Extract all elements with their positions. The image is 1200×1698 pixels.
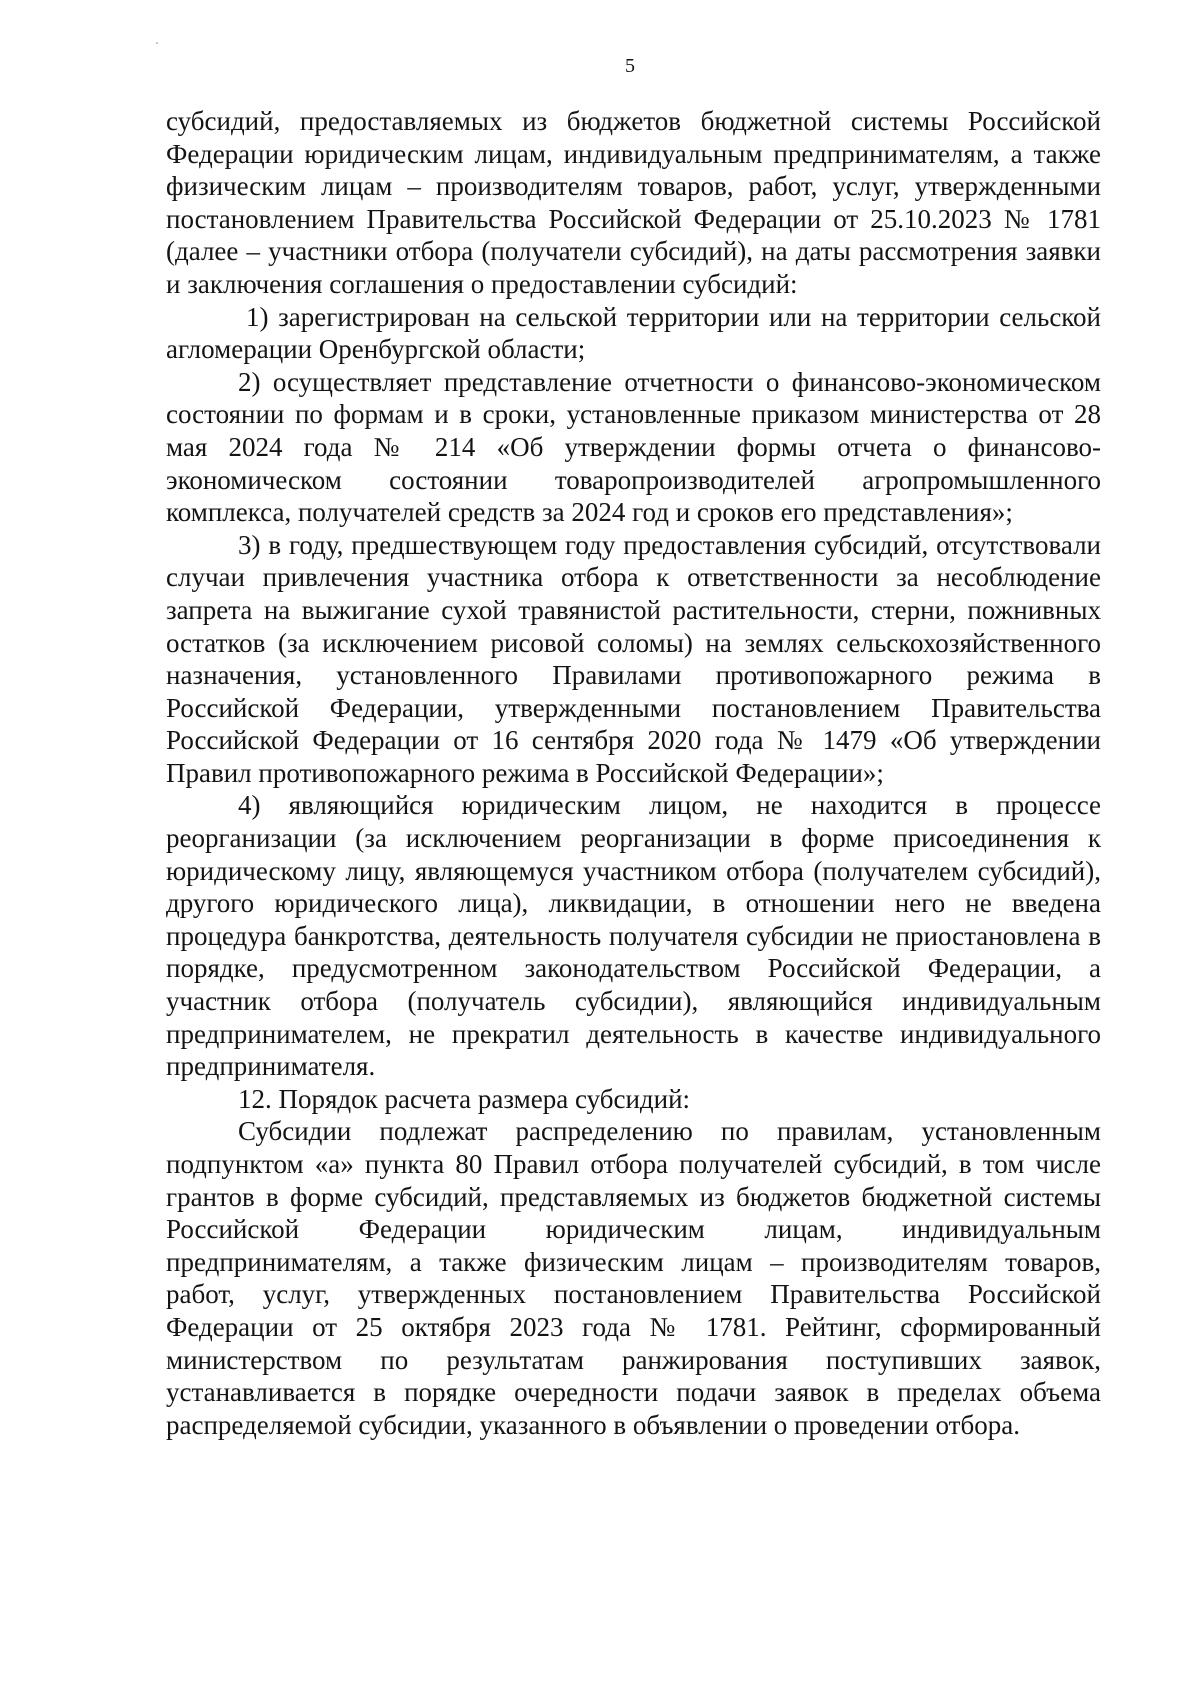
paragraph-item-2: 2) осуществляет представление отчетности о финансово-экономическом состоянии по формам и в сроки, установленные приказом министерства от 28 мая 2024 года № 214 «Об утверждении формы отчета о финансово-экономическом состоянии товаропроизводителей агропромышленного комплекса, получателей средств за 2024 год и сроков его представления»;: [166, 366, 1101, 528]
paragraph-intro-continuation: субсидий, предоставляемых из бюджетов бюджетной системы Российской Федерации юридическим лицам, индивидуальным предпринимателям, а также физическим лицам – производителям товаров, работ, услуг, утвержденными постановлением Правительства Российской Федерации от 25.10.2023 № 1781 (далее – участники отбора (получатели субсидий), на даты рассмотрения заявки и заключения соглашения о предоставлении субсидий:: [166, 106, 1101, 299]
scan-speck: [156, 42, 158, 44]
section-heading-12: 12. Порядок расчета размера субсидий:: [238, 1083, 691, 1114]
paragraph-item-3: 3) в году, предшествующем году предоставления субсидий, отсутствовали случаи привлечения участника отбора к ответственности за несоблюдение запрета на выжигание сухой травянистой растительности, стерни, пожнивных остатков (за исключением рисовой соломы) на землях сельскохозяйственного назначения, установленного Правилами противопожарного режима в Российской Федерации, утвержденными постановлением Правительства Российской Федерации от 16 сентября 2020 года № 1479 «Об утверждении Правил противопожарного режима в Российской Федерации»;: [166, 529, 1101, 788]
paragraph-item-1: 1) зарегистрирован на сельской территории или на территории сельской агломерации Оренбургской области;: [166, 301, 1101, 365]
page-number: 5: [625, 55, 635, 77]
paragraph-item-4: 4) являющийся юридическим лицом, не находится в процессе реорганизации (за исключением реорганизации в форме присоединения к юридическому лицу, являющемуся участником отбора (получателем субсидий), другого юридического лица), ликвидации, в отношении него не введена процедура банкротства, деятельность получателя субсидии не приостановлена в порядке, предусмотренном законодательством Российской Федерации, а участник отбора (получатель субсидии), являющийся индивидуальным предпринимателем, не прекратил деятельность в качестве индивидуального предпринимателя.: [166, 790, 1101, 1082]
paragraph-subsidy-distribution: Субсидии подлежат распределению по правилам, установленным подпунктом «а» пункта 80 Правил отбора получателей субсидий, в том числе грантов в форме субсидий, представляемых из бюджетов бюджетной системы Российской Федерации юридическим лицам, индивидуальным предпринимателям, а также физическим лицам – производителям товаров, работ, услуг, утвержденных постановлением Правительства Российской Федерации от 25 октября 2023 года № 1781. Рейтинг, сформированный министерством по результатам ранжирования поступивших заявок, устанавливается в порядке очередности подачи заявок в пределах объема распределяемой субсидии, указанного в объявлении о проведении отбора.: [166, 1116, 1101, 1440]
document-body: [166, 105, 1101, 1441]
